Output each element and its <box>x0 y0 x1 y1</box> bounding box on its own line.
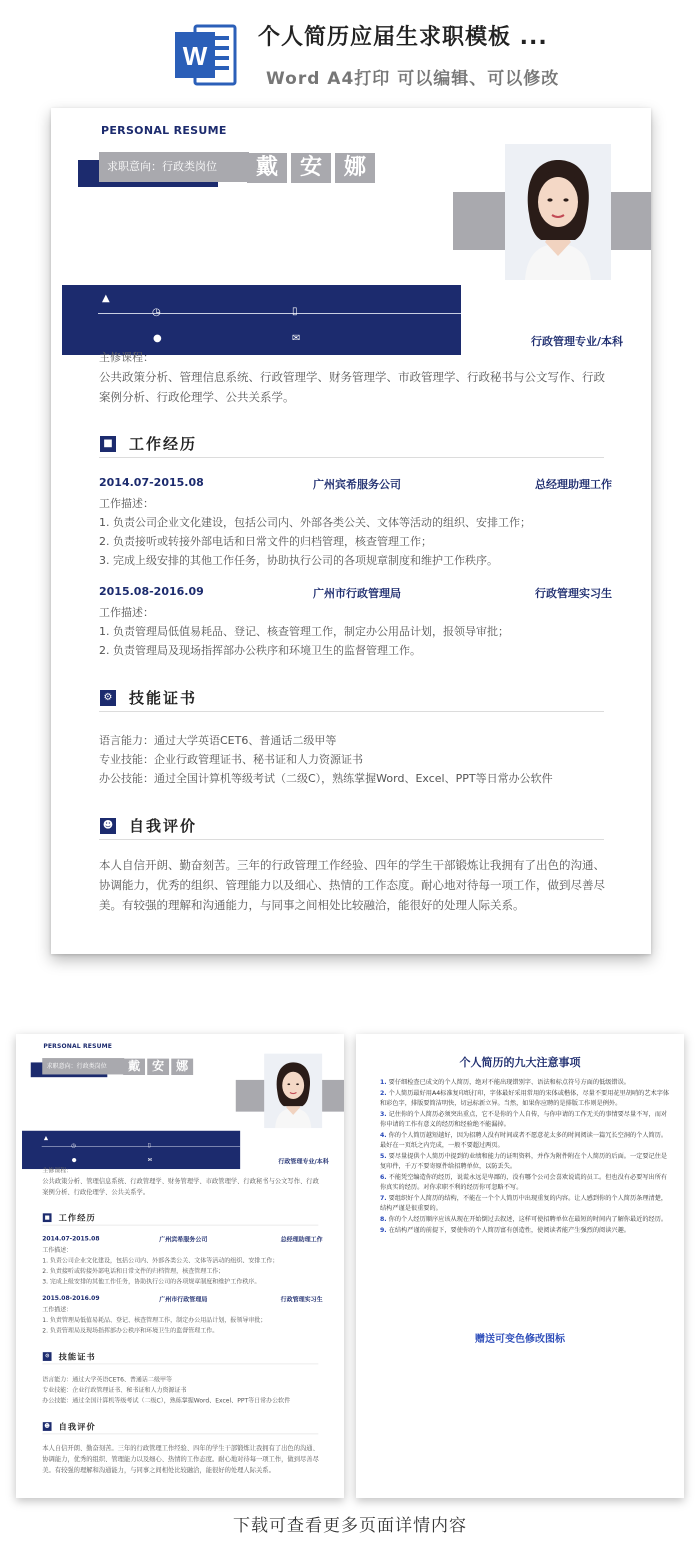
courses-label: 主修课程： <box>99 351 154 364</box>
tip-item <box>380 1131 670 1151</box>
tip-item <box>380 1173 670 1193</box>
person-icon: ☻ <box>44 1423 51 1430</box>
skill-line: 专业技能：企业行政管理证书、秘书证和人力资源证书 <box>42 1386 187 1394</box>
tip-number: 8. <box>380 1216 387 1223</box>
tip-number: 7. <box>380 1195 387 1202</box>
name-char: 戴 <box>247 153 287 183</box>
tip-number: 1. <box>380 1079 387 1086</box>
courses-label: 主修课程： <box>42 1166 73 1174</box>
section-work <box>99 434 604 458</box>
job-desc-item: 1. 负责公司企业文化建设，包括公司内、外部各类公关、文体等活动的组织、安排工作； <box>42 1257 279 1265</box>
clock-icon: ◷ <box>152 307 161 318</box>
section-self-eval <box>99 816 604 840</box>
tips-list <box>380 1078 670 1237</box>
tips-page <box>356 1034 684 1498</box>
template-subtitle: Word A4打印 可以编辑、可以修改 <box>266 69 560 89</box>
gear-icon: ⚙ <box>100 690 116 706</box>
name-char: 娜 <box>335 153 375 183</box>
name-boxes <box>123 1059 193 1075</box>
briefcase-icon: ■ <box>44 1214 50 1221</box>
tip-text: 要仔细检查已成文的个人简历，绝对不能出现错别字、语法和标点符号方面的低级错误。 <box>388 1079 630 1086</box>
location-pin-icon: ● <box>71 1157 77 1164</box>
tip-text: 记住你的个人简历必须突出重点，它不是你的个人自传，与你申请的工作无关的事情要尽量不写，而对你申请的工作有意义的经历和经验绝不能漏掉。 <box>380 1111 668 1128</box>
gear-icon: ⚙ <box>44 1353 50 1360</box>
job-desc-item: 2. 负责接听或转接外部电话和日常文件的归档管理，核查管理工作； <box>42 1267 225 1275</box>
location-pin-icon: ● <box>153 333 162 344</box>
courses-text: 公共政策分析、管理信息系统、行政管理学、财务管理学、市政管理学、行政秘书与公文写作、行政案例分析、行政伦理学、公共关系学。 <box>99 370 605 404</box>
job-desc-item: 1. 负责管理局低值易耗品、登记、核查管理工作，制定办公用品计划，报领导审批； <box>99 625 509 638</box>
word-icon-letter: W <box>182 41 208 71</box>
skill-line: 专业技能：企业行政管理证书、秘书证和人力资源证书 <box>99 753 363 766</box>
tip-text: 要组织好个人简历的结构，不能在一个个人简历中出现重复的内容。让人感到你的个人简历条理清楚，结构严谨是很重要的。 <box>380 1195 668 1212</box>
job-position: 行政管理实习生 <box>535 587 612 600</box>
job-desc-label: 工作描述： <box>99 606 154 619</box>
word-icon <box>173 22 239 88</box>
tip-number: 3. <box>380 1111 387 1118</box>
tip-text: 你的个人简历越短越好，因为招聘人没有时间或者不愿意花太多的时间阅读一篇冗长空洞的个人简历。最好在一页纸之内完成，一般不要超过两页。 <box>380 1132 668 1149</box>
job-desc-label: 工作描述： <box>99 497 154 510</box>
tip-number: 5. <box>380 1153 387 1160</box>
tip-item <box>380 1089 670 1109</box>
job-position: 总经理助理工作 <box>535 478 612 491</box>
job-desc-item: 1. 负责公司企业文化建设，包括公司内、外部各类公关、文体等活动的组织、安排工作； <box>99 516 531 529</box>
resume-page-preview <box>51 108 651 954</box>
job-position: 总经理助理工作 <box>280 1236 323 1244</box>
phone-icon: ▯ <box>147 1142 151 1149</box>
phone-icon: ▯ <box>292 306 298 317</box>
tip-text: 要尽量提供个人简历中提到的业绩和能力的证明资料，并作为附件附在个人简历的后面。一定要记住是复印件，千万不要寄原件给招聘单位，以防丢失。 <box>380 1153 668 1170</box>
self-eval-text: 本人自信开朗、勤奋刻苦。三年的行政管理工作经验、四年的学生干部锻炼让我拥有了出色的沟通、协调能力，优秀的组织、管理能力以及细心、热情的工作态度。耐心地对待每一项工作，做到尽善尽美。有较强的理解和沟通能力，与同事之间相处比较融洽，能很好的处理人际关系。 <box>99 858 605 912</box>
clock-icon: ◷ <box>71 1142 76 1149</box>
profile-photo <box>505 144 611 280</box>
job-date: 2014.07-2015.08 <box>42 1235 100 1243</box>
job-desc-item: 2. 负责管理局及现场指挥部办公秩序和环境卫生的监督管理工作。 <box>99 644 421 657</box>
job-company: 广州宾希服务公司 <box>159 1236 208 1244</box>
job-header <box>42 1295 322 1304</box>
section-skills <box>42 1351 318 1364</box>
section-title: 自我评价 <box>129 817 198 835</box>
section-self-eval <box>42 1421 318 1434</box>
job-desc-item: 1. 负责管理局低值易耗品、登记、核查管理工作，制定办公用品计划，报领导审批； <box>42 1316 267 1324</box>
resume-heading: PERSONAL RESUME <box>101 124 227 137</box>
job-date: 2015.08-2016.09 <box>42 1294 100 1302</box>
job-intent: 求职意向：行政类岗位 <box>99 152 249 182</box>
tip-item <box>380 1152 670 1172</box>
contact-info-band <box>62 285 461 355</box>
major-degree: 行政管理专业/本科 <box>530 335 623 348</box>
skill-line: 办公技能：通过全国计算机等级考试（二级C），熟练掌握Word、Excel、PPT等日常办公软件 <box>42 1397 291 1405</box>
resume-heading: PERSONAL RESUME <box>43 1042 113 1050</box>
tip-item <box>380 1226 670 1236</box>
job-company: 广州市行政管理局 <box>159 1295 208 1303</box>
tip-number: 6. <box>380 1174 387 1181</box>
mail-icon: ✉ <box>292 333 301 344</box>
tip-text: 不能凭空编造你的经历，说谎永远是卑鄙的，没有哪个公司会喜欢说谎的员工。但也没有必要写出所有你真实的经历。对你求职不利的经历你可忽略不写。 <box>380 1174 668 1191</box>
resume-thumbnail <box>16 1034 344 1498</box>
name-char: 安 <box>147 1059 169 1075</box>
major-degree: 行政管理专业/本科 <box>278 1158 329 1166</box>
bonus-icons-link[interactable]: 赠送可变色修改图标 <box>475 1334 565 1345</box>
job-header <box>42 1235 322 1244</box>
job-position: 行政管理实习生 <box>280 1295 323 1303</box>
download-header <box>0 0 700 100</box>
job-company: 广州宾希服务公司 <box>313 478 401 491</box>
resume-thumbnail-content <box>16 1034 344 1497</box>
name-char: 安 <box>291 153 331 183</box>
job-header <box>99 476 612 492</box>
job-desc-item: 3. 完成上级安排的其他工作任务，协助执行公司的各项规章制度和维护工作秩序。 <box>99 554 498 567</box>
tip-text: 你的个人经历顺序应该从现在开始倒过去叙述，这样可使招聘单位在最短的时间内了解你最近的经历。 <box>388 1216 668 1223</box>
tip-text: 在结构严谨的前提下，要使你的个人简历富有创造性，使阅读者能产生强烈的阅读兴趣。 <box>388 1227 630 1234</box>
tip-number: 2. <box>380 1090 387 1097</box>
template-title: 个人简历应届生求职模板 ... <box>258 25 548 50</box>
courses-text: 公共政策分析、管理信息系统、行政管理学、财务管理学、市政管理学、行政秘书与公文写作、行政案例分析、行政伦理学、公共关系学。 <box>42 1177 319 1196</box>
mail-icon: ✉ <box>147 1157 153 1164</box>
tip-item <box>380 1194 670 1214</box>
tip-item <box>380 1215 670 1225</box>
section-title: 工作经历 <box>58 1212 96 1223</box>
name-boxes <box>247 153 375 183</box>
job-company: 广州市行政管理局 <box>313 587 401 600</box>
name-char: 娜 <box>171 1059 193 1075</box>
tip-number: 4. <box>380 1132 387 1139</box>
section-title: 技能证书 <box>129 689 198 707</box>
job-header <box>99 585 612 601</box>
section-title: 自我评价 <box>58 1421 96 1432</box>
person-icon: ☻ <box>100 818 116 834</box>
skill-line: 办公技能：通过全国计算机等级考试（二级C），熟练掌握Word、Excel、PPT等日常办公软件 <box>99 772 553 785</box>
briefcase-icon: ■ <box>100 436 116 452</box>
skill-line: 语言能力：通过大学英语CET6、普通话二级甲等 <box>42 1376 173 1384</box>
tip-item <box>380 1110 670 1130</box>
tips-title: 个人简历的九大注意事项 <box>459 1056 581 1069</box>
download-more-text[interactable]: 下载可查看更多页面详情内容 <box>233 1516 467 1536</box>
section-title: 技能证书 <box>58 1351 96 1362</box>
job-desc-label: 工作描述： <box>42 1306 73 1314</box>
job-date: 2015.08-2016.09 <box>99 585 204 598</box>
tip-text: 个人简历最好用A4标准复印纸打印，字体最好采用常用的宋体或楷体，尽量不要用花里胡哨的艺术字体和彩色字，排版要简洁明快，切忌标新立异。当然，如果你应聘的是排版工作则是例外。 <box>380 1090 670 1107</box>
skill-line: 语言能力：通过大学英语CET6、普通话二级甲等 <box>99 734 337 747</box>
job-intent: 求职意向：行政类岗位 <box>42 1058 124 1074</box>
section-work <box>42 1212 318 1225</box>
name-char: 戴 <box>123 1059 145 1075</box>
self-eval-text: 本人自信开朗、勤奋刻苦。三年的行政管理工作经验、四年的学生干部锻炼让我拥有了出色的沟通、协调能力，优秀的组织、管理能力以及细心、热情的工作态度。耐心地对待每一项工作，做到尽善尽美。有较强的理解和沟通能力，与同事之间相处比较融洽，能很好的处理人际关系。 <box>42 1444 319 1474</box>
profile-photo <box>264 1054 322 1128</box>
job-desc-item: 2. 负责管理局及现场指挥部办公秩序和环境卫生的监督管理工作。 <box>42 1327 219 1335</box>
job-desc-item: 2. 负责接听或转接外部电话和日常文件的归档管理，核查管理工作； <box>99 535 432 548</box>
job-desc-label: 工作描述： <box>42 1246 73 1254</box>
section-skills <box>99 688 604 712</box>
job-desc-item: 3. 完成上级安排的其他工作任务，协助执行公司的各项规章制度和维护工作秩序。 <box>42 1277 261 1285</box>
tip-number: 9. <box>380 1227 387 1234</box>
section-title: 工作经历 <box>129 435 198 453</box>
job-date: 2014.07-2015.08 <box>99 476 204 489</box>
tip-item <box>380 1078 670 1088</box>
graduation-cap-icon: ▲ <box>102 293 110 304</box>
contact-info-band <box>22 1131 240 1169</box>
graduation-cap-icon: ▲ <box>43 1135 49 1142</box>
